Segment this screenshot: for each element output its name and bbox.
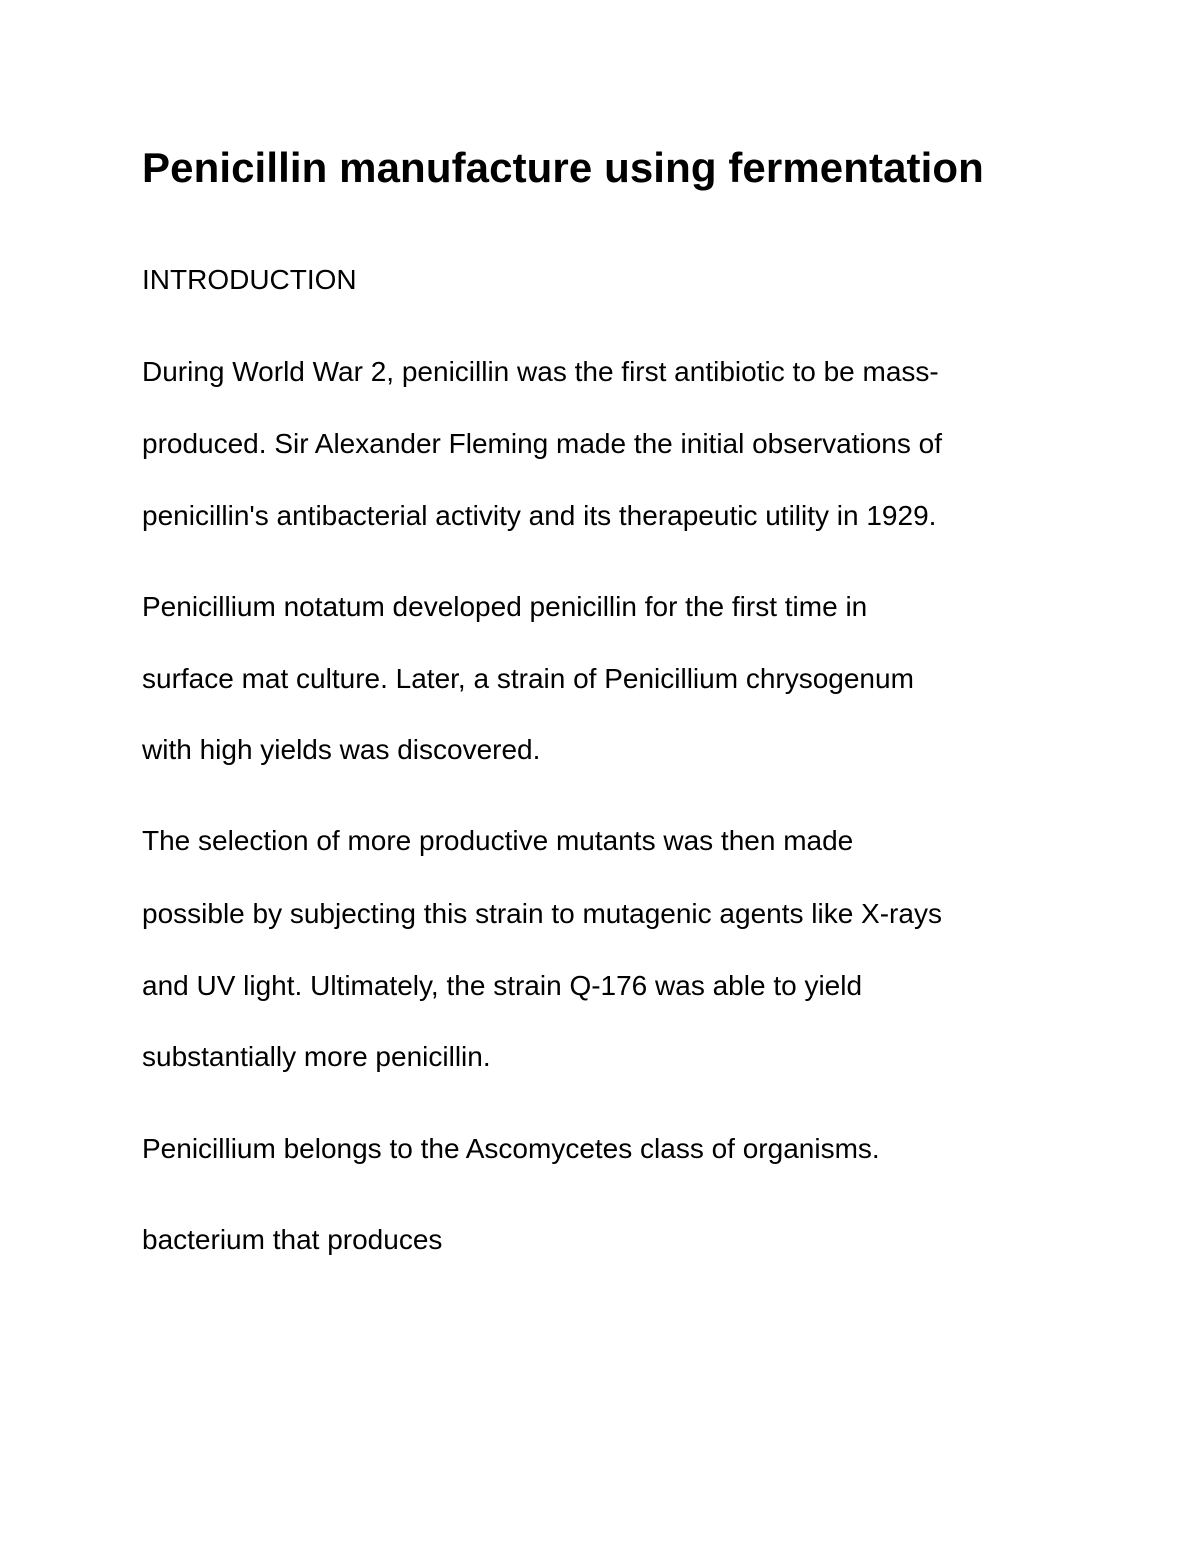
paragraph-line: During World War 2, penicillin was the first antibiotic to be mass-	[142, 356, 939, 387]
paragraph-line: Penicillium notatum developed penicillin for the first time in	[142, 591, 868, 622]
paragraph-line: bacterium that produces	[142, 1224, 443, 1255]
paragraph-line: penicillin's antibacterial activity and its therapeutic utility in 1929.	[142, 500, 937, 531]
paragraph-line: surface mat culture. Later, a strain of Penicillium chrysogenum	[142, 663, 914, 694]
paragraph-line: and UV light. Ultimately, the strain Q-176 was able to yield	[142, 970, 863, 1001]
paragraph-line: Penicillium belongs to the Ascomycetes class of organisms.	[142, 1133, 880, 1164]
paragraph-line: substantially more penicillin.	[142, 1041, 491, 1072]
paragraph-line: The selection of more productive mutants was then made	[142, 825, 854, 856]
paragraph-line: produced. Sir Alexander Fleming made the initial observations of	[142, 428, 942, 459]
paragraph-line: possible by subjecting this strain to mutagenic agents like X-rays	[142, 898, 942, 929]
page-title: Penicillin manufacture using fermentation	[142, 144, 984, 191]
paragraph-line: with high yields was discovered.	[142, 734, 541, 765]
section-heading: INTRODUCTION	[142, 264, 357, 295]
